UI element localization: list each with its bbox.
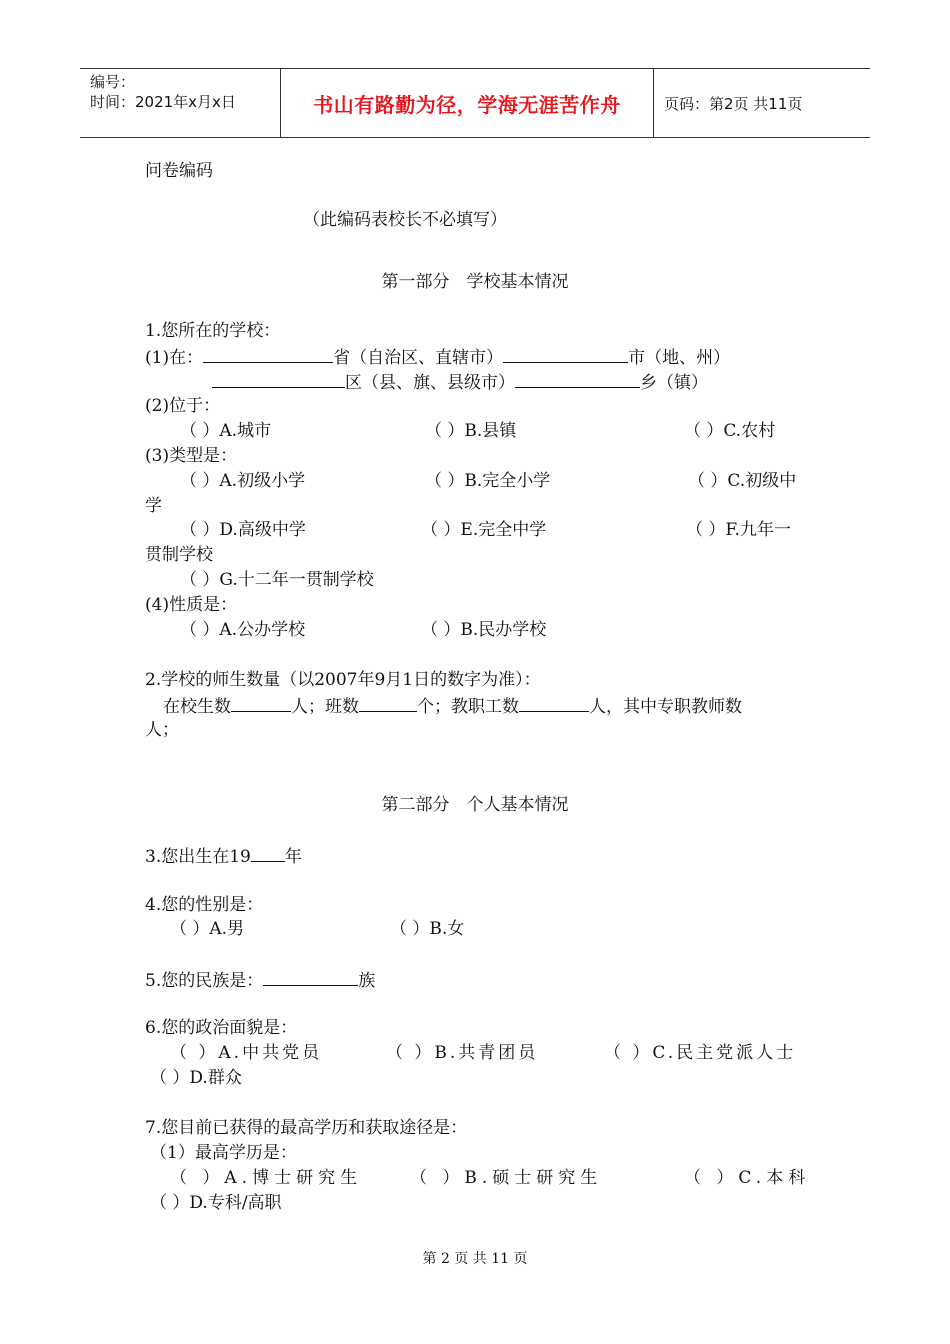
q1-location-line1 [145,348,730,367]
page-info: 页码：第2页 共11页 [664,94,803,113]
classes-unit-label: 个；教职工数 [417,697,519,717]
degree-option-b[interactable]: （ ）B.硕士研究生 [410,1168,603,1188]
district-blank[interactable] [212,373,345,388]
part1-title: 第一部分 学校基本情况 [381,272,569,292]
classes-blank[interactable] [359,697,417,712]
province-label: 省（自治区、直辖市） [333,348,504,368]
ethnicity-blank[interactable] [263,971,358,986]
page-info-cell [654,69,870,137]
q7-title: 7.您目前已获得的最高学历和获取途径是： [145,1118,468,1138]
political-option-d[interactable]: （ ）D.群众 [150,1068,242,1088]
q3-line [145,847,302,866]
type-option-c[interactable]: （ ）C.初级中 [688,471,797,491]
q2-title: 2.学校的师生数量（以2007年9月1日的数字为准）： [145,670,541,690]
city-blank[interactable] [503,348,628,363]
q7-sub1: （1）最高学历是： [150,1143,297,1163]
q1-location-line2 [212,373,708,392]
township-label: 乡（镇） [640,373,708,393]
type-option-e[interactable]: （ ）E.完全中学 [421,520,547,540]
nature-option-b[interactable]: （ ）B.民办学校 [421,620,547,640]
code-note: （此编码表校长不必填写） [303,210,507,230]
degree-option-c[interactable]: （ ）C.本科 [684,1168,811,1188]
q5-line [145,971,375,990]
political-option-a[interactable]: （ ）A.中共党员 [170,1043,323,1063]
motto-text: 书山有路勤为径，学海无涯苦作舟 [313,92,621,117]
location-option-a[interactable]: （ ）A.城市 [180,421,272,441]
degree-option-a[interactable]: （ ）A.博士研究生 [170,1168,363,1188]
district-label: 区（县、旗、县级市） [345,373,515,393]
type-option-b[interactable]: （ ）B.完全小学 [425,471,551,491]
gender-option-a[interactable]: （ ）A.男 [170,919,245,939]
q3-suffix: 年 [284,847,302,867]
type-option-f[interactable]: （ ）F.九年一 [686,520,791,540]
code-label: 编号： [90,73,136,91]
gender-option-b[interactable]: （ ）B.女 [390,919,465,939]
type-option-a[interactable]: （ ）A.初级小学 [180,471,306,491]
staff-blank[interactable] [519,697,589,712]
students-label: 在校生数 [163,697,231,717]
q4-title: 4.您的性别是： [145,895,264,915]
students-blank[interactable] [231,697,291,712]
type-option-c-wrap: 学 [145,496,162,516]
page-header [80,68,870,138]
header-meta-cell [80,69,281,137]
type-title: (3)类型是： [145,446,238,466]
loc-prefix: (1)在： [145,348,204,368]
q2-counts-line [163,697,742,716]
province-blank[interactable] [203,348,333,363]
location-title: (2)位于： [145,396,221,416]
city-label: 市（地、州） [628,348,731,368]
type-option-g[interactable]: （ ）G.十二年一贯制学校 [180,570,374,590]
township-blank[interactable] [515,373,640,388]
time-label: 时间：2021年x月x日 [90,93,236,111]
degree-option-d[interactable]: （ ）D.专科/高职 [150,1193,282,1213]
birth-year-blank[interactable] [251,847,285,862]
location-option-b[interactable]: （ ）B.县镇 [425,421,517,441]
q2-wrap: 人； [145,720,179,740]
q6-title: 6.您的政治面貌是： [145,1018,298,1038]
q5-prefix: 5.您的民族是： [145,971,264,991]
nature-title: (4)性质是： [145,595,238,615]
type-option-d[interactable]: （ ）D.高级中学 [180,520,306,540]
location-option-c[interactable]: （ ）C.农村 [684,421,776,441]
q3-prefix: 3.您出生在19 [145,847,251,867]
part2-title: 第二部分 个人基本情况 [381,795,569,815]
page-footer: 第 2 页 共 11 页 [422,1251,528,1267]
political-option-b[interactable]: （ ）B.共青团员 [386,1043,539,1063]
political-option-c[interactable]: （ ）C.民主党派人士 [604,1043,797,1063]
motto-cell [281,69,654,137]
type-option-f-wrap: 贯制学校 [145,545,213,565]
q1-title: 1.您所在的学校： [145,321,281,341]
people-label-1: 人；班数 [291,697,359,717]
nature-option-a[interactable]: （ ）A.公办学校 [180,620,306,640]
people-label-2: 人，其中专职教师数 [589,697,742,717]
q5-suffix: 族 [358,971,376,991]
questionnaire-code-label: 问卷编码 [145,161,213,181]
